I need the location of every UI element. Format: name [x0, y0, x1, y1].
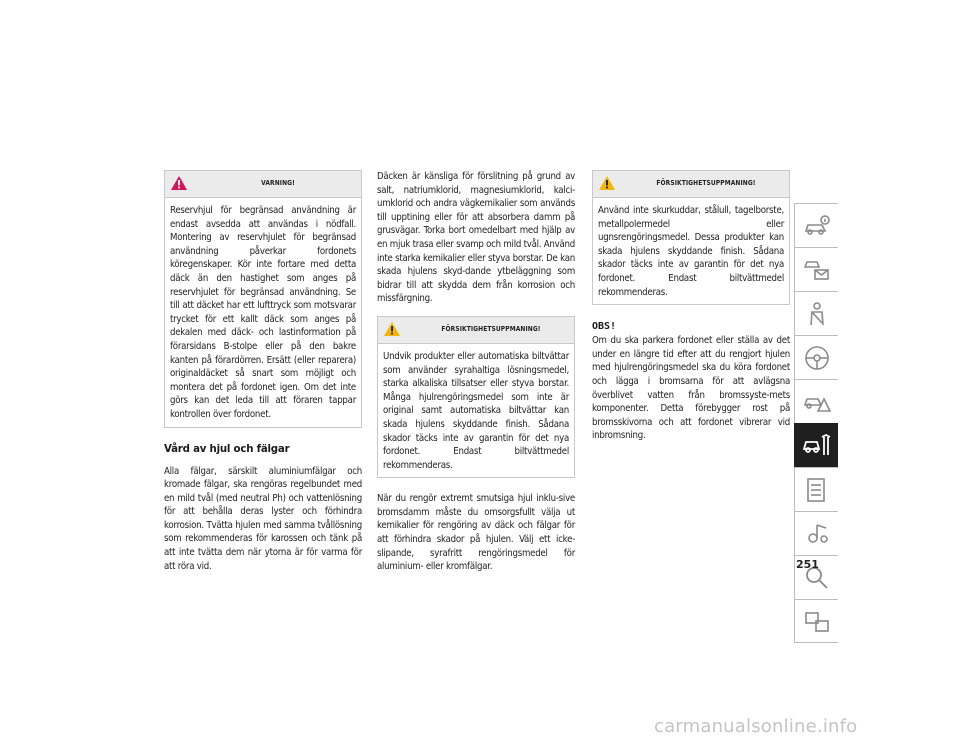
page-number: 251 [796, 558, 819, 571]
road-chemicals-paragraph: Däcken är känsliga för förslitning på grund av salt, natriumklorid, magnesiumklorid, kalci-umklorid och andra vägkemikalier som används till upptining eller för att absorbera damm på grusvägar. Torka bort omedelbart med hjälp av en mjuk trasa eller svamp och mild tvål. Använd inte starka kemikalier eller styva borstar. De kan skada hjulens skyd-dande ytbeläggning som bidrar till att skydda dem från korrosion och missfärgning. [377, 171, 575, 305]
caution-title: FÖRSIKTIGHETSUPPMANING! [441, 324, 541, 333]
tab-seatbelt[interactable] [794, 291, 838, 335]
warning-header [165, 171, 361, 198]
caution-header [593, 171, 789, 198]
caution-title: FÖRSIKTIGHETSUPPMANING! [656, 179, 756, 187]
warning-box [164, 170, 362, 428]
caution-box [592, 170, 790, 305]
wheel-care-paragraph: Alla fälgar, särskilt aluminiumfälgar och kromade fälgar, ska rengöras regelbundet med en mild tvål (med neutral Ph) och vattenlösning för att behålla deras lyster och förhindra korrosion. Tvätta hjulen med samma tvållösning som rekommenderas för karossen och tänk på att inte tvätta dem när ytorna är för varma för att röra vid. [164, 465, 362, 572]
car-mail-icon [802, 255, 832, 285]
tab-multimedia[interactable] [794, 511, 838, 555]
caution-header [378, 317, 574, 344]
column-middle [377, 170, 575, 574]
column-left [164, 170, 362, 573]
caution-box [377, 316, 575, 478]
chapter-tabs [794, 203, 838, 643]
warning-text: Reservhjul för begränsad användning är endast avsedda att användas i nödfall. Montering av reservhjulet för begränsad användning påverkar fordonets köregenskaper. Kör inte fortare med detta däck än den hastighet som anges på reservhjulet för begränsad användning. Se till att däcket har ett lufttryck som motsvarar trycket för ett kallt däck som anges på dekalen med däck- och lastinformation på förarsidans B-stolpe eller på den bakre kanten på förardörren. Ersätt (eller reparera) originaldäcket så snart som möjligt och montera det på fordonet igen. Om det inte görs kan det leda till att föraren tappar kontrollen över fordonet. [170, 205, 356, 420]
caution-text: Undvik produkter eller automatiska biltvättar som använder syrahaltiga lösningsmedel, starka alkaliska tillsatser eller styva borstar. Många hjulrengöringsmedel som inte är original samt automatiska biltvättar kan skada hjulens skyddande finish. Sådana skador täcks inte av garantin för det nya fordonet. Endast biltvättmedel rekommenderas. [383, 350, 569, 471]
section-heading: Vård av hjul och fälgar [164, 443, 290, 455]
multimedia-icon [802, 519, 832, 549]
note-label: OBS! [592, 321, 617, 333]
language-icon [802, 607, 832, 637]
tab-car-mail[interactable] [794, 247, 838, 291]
tab-language[interactable] [794, 599, 838, 643]
car-info-icon [802, 211, 832, 241]
tab-car-warning[interactable] [794, 379, 838, 423]
specifications-list-icon [802, 475, 832, 505]
watermark: carmanualsonline.info [654, 716, 858, 737]
column-right [592, 170, 790, 443]
note-text: Om du ska parkera fordonet eller ställa av det under en längre tid efter att du rengjort hjulen med hjulrengöringsmedel ska du köra fordonet och lägga i bromsarna för att avlägsna överblivet vatten från bromssyste-mets komponenter. Detta förebygger rost på bromsskivorna och att fordonet vibrerar vid inbromsning. [592, 335, 790, 442]
tab-service[interactable] [794, 423, 838, 467]
warning-title: VARNING! [261, 179, 295, 187]
tab-specifications[interactable] [794, 467, 838, 511]
tab-car-info[interactable] [794, 203, 838, 247]
caution-text: Använd inte skurkuddar, stålull, tagelborste, metallpolermedel eller ugnsrengöringsmedel. Dessa produkter kan skada hjulens skyddande finish. Sådana skador täcks inte av garantin för det nya fordonet. Endast biltvättmedel rekommenderas. [598, 205, 784, 298]
car-service-wrench-icon [802, 431, 832, 461]
tab-steering[interactable] [794, 335, 838, 379]
dirty-wheels-paragraph: När du rengör extremt smutsiga hjul inklu-sive bromsdamm måste du omsorgsfullt välja ut kemikalier för rengöring av däck och fälgar för att förhindra skador på hjulen. Välj ett icke-slipande, syrafritt rengöringsmedel för aluminium- eller kromfälgar. [377, 493, 575, 573]
car-warning-icon [802, 387, 832, 417]
seatbelt-icon [802, 299, 832, 329]
steering-wheel-icon [802, 343, 832, 373]
